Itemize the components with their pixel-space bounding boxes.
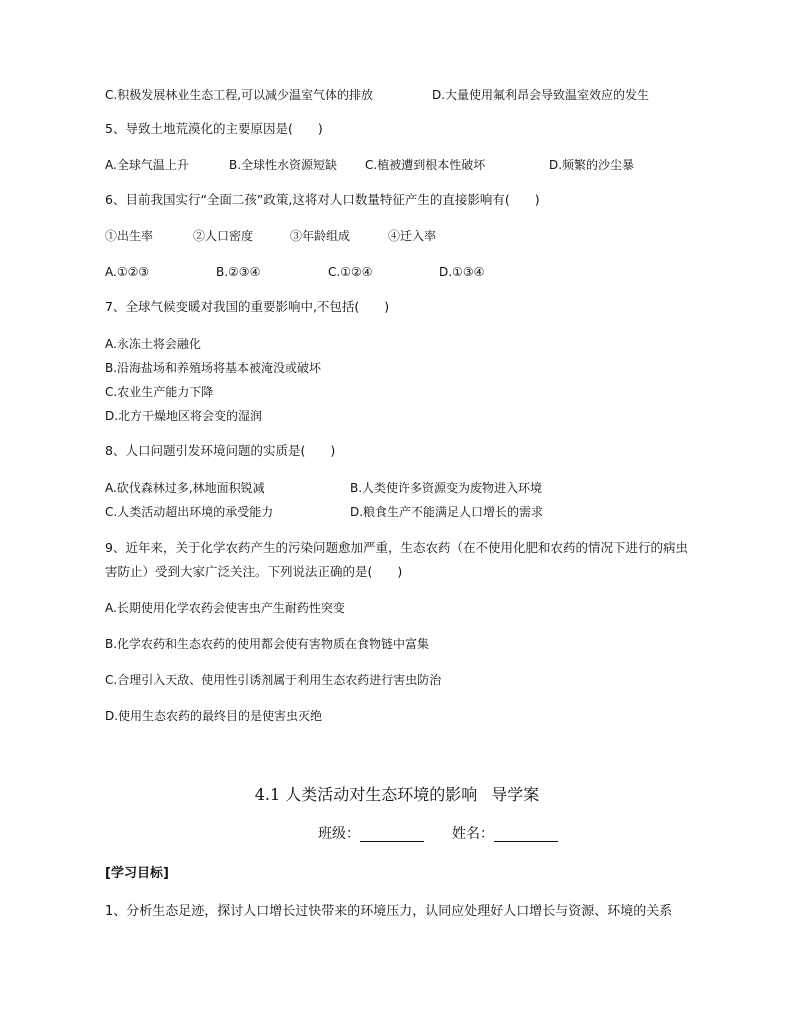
- q6-option-c: C.①②④: [328, 265, 373, 279]
- section-title-tag: 导学案: [491, 785, 540, 804]
- class-field: [318, 826, 424, 842]
- q6-option-a: A.①②③: [105, 265, 150, 279]
- name-field: [452, 826, 558, 842]
- name-blank[interactable]: [494, 828, 558, 842]
- class-blank[interactable]: [360, 828, 424, 842]
- q6-item-3: ③年龄组成: [290, 229, 351, 243]
- name-label: 姓名：: [452, 826, 494, 842]
- q6-option-b: B.②③④: [216, 265, 261, 279]
- q7-option-b: B.沿海盐场和养殖场将基本被淹没或破坏: [105, 361, 322, 375]
- q8-option-b: B.人类使许多资源变为废物进入环境: [350, 481, 543, 495]
- q5-option-d: D.频繁的沙尘暴: [549, 158, 635, 172]
- q7-option-c: C.农业生产能力下降: [105, 385, 214, 399]
- question-7: 7、全球气候变暖对我国的重要影响中,不包括( ): [105, 299, 390, 314]
- section-title-main: 4.1 人类活动对生态环境的影响: [254, 785, 478, 804]
- q7-option-a: A.永冻土将会融化: [105, 337, 201, 351]
- q9-option-b: B.化学农药和生态农药的使用都会使有害物质在食物链中富集: [105, 637, 430, 651]
- q6-option-d: D.①③④: [439, 265, 485, 279]
- goal-1: 1、分析生态足迹，探讨人口增长过快带来的环境压力，认同应处理好人口增长与资源、环境的关系: [105, 904, 673, 919]
- q9-option-d: D.使用生态农药的最终目的是使害虫灭绝: [105, 709, 323, 723]
- goals-header: [学习目标]: [105, 866, 169, 881]
- q6-item-2: ②人口密度: [193, 229, 254, 243]
- q6-item-4: ④迁入率: [388, 229, 437, 243]
- q9-option-a: A.长期使用化学农药会使害虫产生耐药性突变: [105, 601, 345, 615]
- question-8: 8、人口问题引发环境问题的实质是( ): [105, 443, 336, 458]
- section-title: [0, 782, 794, 805]
- q4-option-d: D.大量使用氟利昂会导致温室效应的发生: [432, 88, 650, 102]
- q5-option-b: B.全球性水资源短缺: [229, 158, 338, 172]
- question-9-line-2: 害防止）受到大家广泛关注。下列说法正确的是( ): [105, 564, 403, 579]
- q4-option-c: C.积极发展林业生态工程,可以减少温室气体的排放: [105, 88, 374, 102]
- q5-option-c: C.植被遭到根本性破坏: [365, 158, 486, 172]
- q8-option-c: C.人类活动超出环境的承受能力: [105, 505, 274, 519]
- q6-item-1: ①出生率: [105, 229, 154, 243]
- q8-option-d: D.粮食生产不能满足人口增长的需求: [350, 505, 544, 519]
- q8-option-a: A.砍伐森林过多,林地面积锐减: [105, 481, 265, 495]
- question-6: 6、目前我国实行“全面二孩”政策,这将对人口数量特征产生的直接影响有( ): [105, 192, 540, 207]
- q5-option-a: A.全球气温上升: [105, 158, 189, 172]
- question-9-line-1: 9、近年来，关于化学农药产生的污染问题愈加严重，生态农药（在不使用化肥和农药的情况下进行的病虫: [105, 540, 688, 555]
- question-5: 5、导致土地荒漠化的主要原因是( ): [105, 121, 323, 136]
- class-label: 班级：: [318, 826, 360, 842]
- q7-option-d: D.北方干燥地区将会变的湿润: [105, 409, 263, 423]
- q9-option-c: C.合理引入天敌、使用性引诱剂属于利用生态农药进行害虫防治: [105, 673, 442, 687]
